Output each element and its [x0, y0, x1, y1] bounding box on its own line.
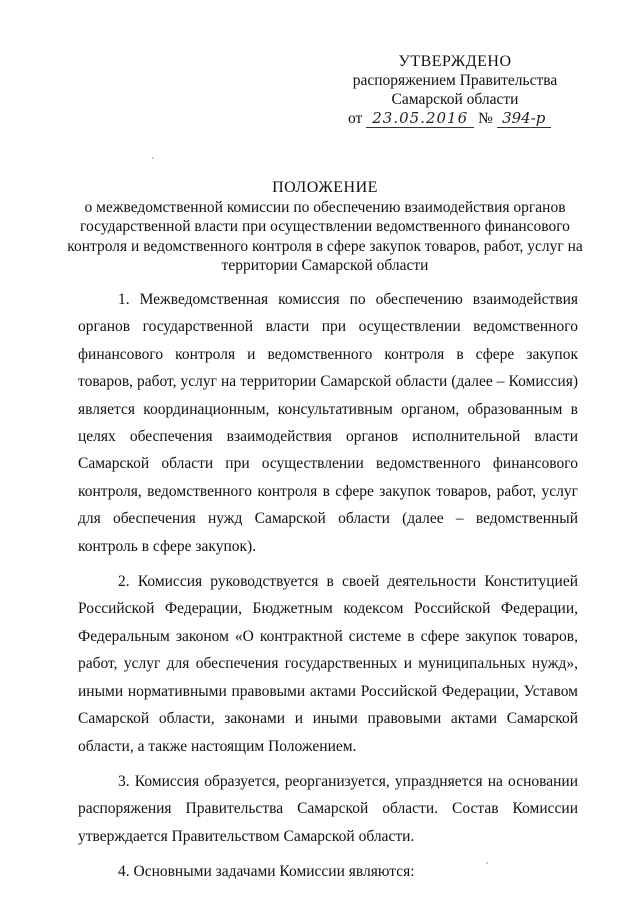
from-label: от [348, 110, 363, 127]
paragraph-2: 2. Комиссия руководствуется в своей деятельности Конституцией Российской Федерации, Бюджетным кодексом Российской Федерации, Федеральным законом «О контрактной системе в сфере закупок товаров, работ, услуг для обеспечения государственных и муниципальных нужд», иными нормативными правовыми актами Российской Федерации, Уставом Самарской области, законами и иными правовыми актами Самарской области, а также настоящим Положением. [78, 573, 578, 755]
scan-speck [486, 862, 488, 864]
document-title-block [60, 178, 590, 276]
approval-title: УТВЕРЖДЕНО [398, 53, 512, 70]
paragraph-1: 1. Межведомственная комиссия по обеспечению взаимодействия органов государственной власти при осуществлении ведомственного финансового контроля и ведомственного контроля в сфере закупок товаров, работ, услуг на территории Самарской области (далее – Комиссия) является координационным, консультативным органом, образованным в целях обеспечения взаимодействия органов исполнительной власти Самарской области при осуществлении ведомственного финансового контроля, ведомственного контроля в сфере закупок товаров, работ, услуг для обеспечения нужд Самарской области (далее – ведомственный контроль в сфере закупок). [78, 291, 578, 555]
handwritten-date: 23.05.2016 [366, 110, 474, 128]
approval-line-2: Самарской области [391, 91, 519, 108]
document-heading: ПОЛОЖЕНИЕ [272, 179, 378, 196]
handwritten-number: 394-р [497, 110, 551, 128]
document-body [78, 286, 578, 894]
number-label: № [478, 110, 493, 127]
paragraph-3: 3. Комиссия образуется, реорганизуется, упраздняется на основании распоряжения Правительства Самарской области. Состав Комиссии утверждается Правительством Самарской области. [78, 772, 578, 845]
approval-stamp-block [340, 52, 570, 128]
approval-date-line [340, 109, 570, 128]
scan-speck [152, 157, 154, 159]
approval-line-1: распоряжением Правительства [352, 72, 558, 89]
document-subject: о межведомственной комиссии по обеспечению взаимодействия органов государственной власти при осуществлении ведомственного финансового контроля и ведомственного контроля в сфере закупок товаров, работ, услуг на территории Самарской области [67, 198, 583, 274]
paragraph-4: 4. Основными задачами Комиссии являются: [118, 863, 415, 881]
